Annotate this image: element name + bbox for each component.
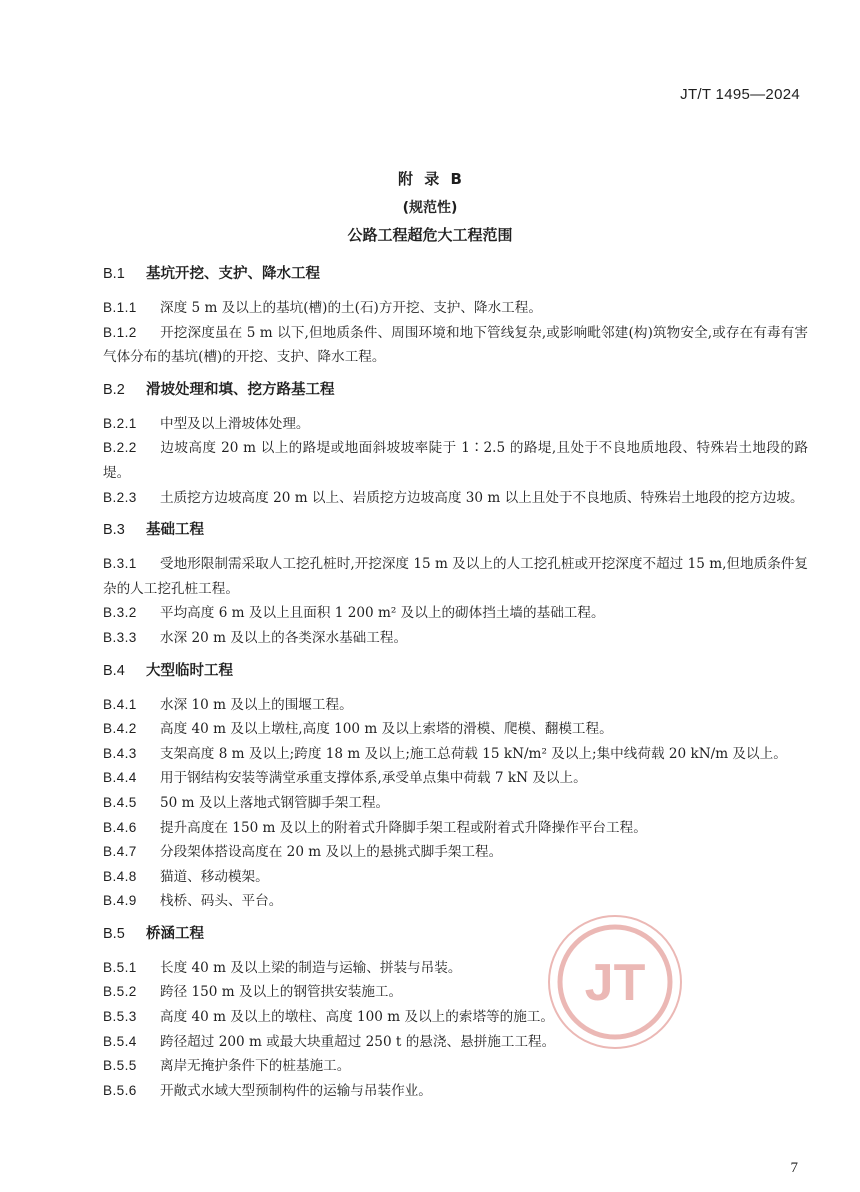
clause-number: B.4.2 xyxy=(103,721,137,737)
clause xyxy=(103,296,808,321)
standard-code: JT/T 1495—2024 xyxy=(680,86,800,103)
clause-text: 长度 40 m 及以上梁的制造与运输、拼装与吊装。 xyxy=(160,959,462,976)
section-b-4 xyxy=(103,659,808,914)
section-number: B.2 xyxy=(103,381,125,398)
clause xyxy=(103,321,808,370)
seal-text: JT xyxy=(584,954,646,1012)
clause xyxy=(103,889,808,914)
clause-text: 中型及以上滑坡体处理。 xyxy=(160,415,310,432)
clause-number: B.1.2 xyxy=(103,324,137,340)
clause-text: 跨径超过 200 m 或最大块重超过 250 t 的悬浇、悬拼施工工程。 xyxy=(160,1033,556,1050)
clause xyxy=(103,601,808,626)
clause-text: 提升高度在 150 m 及以上的附着式升降脚手架工程或附着式升降操作平台工程。 xyxy=(160,819,647,836)
clause-text: 支架高度 8 m 及以上;跨度 18 m 及以上;施工总荷载 15 kN/m² 及以上;集中线荷载 20 kN/m 及以上。 xyxy=(160,745,787,762)
section-title: 滑坡处理和填、挖方路基工程 xyxy=(146,381,335,398)
clause-text: 高度 40 m 及以上的墩柱、高度 100 m 及以上的索塔等的施工。 xyxy=(160,1009,555,1026)
clause-text: 边坡高度 20 m 以上的路堤或地面斜坡坡率陡于 1∶2.5 的路堤,且处于不良地质地段、特殊岩土地段的路堤。 xyxy=(103,440,808,481)
section-heading xyxy=(103,659,808,683)
clause xyxy=(103,816,808,841)
clause xyxy=(103,436,808,485)
clause-number: B.4.7 xyxy=(103,844,137,860)
appendix-name: 公路工程超危大工程范围 xyxy=(347,226,513,244)
clause xyxy=(103,1079,808,1104)
clause-number: B.2.2 xyxy=(103,440,137,456)
clause-number: B.5.1 xyxy=(103,959,137,975)
section-number: B.4 xyxy=(103,662,125,679)
section-b-3 xyxy=(103,518,808,650)
section-number: B.5 xyxy=(103,925,125,942)
clause xyxy=(103,717,808,742)
section-b-2 xyxy=(103,378,808,510)
clause-text: 猫道、移动模架。 xyxy=(160,868,269,885)
section-title: 基础工程 xyxy=(146,522,204,539)
clause xyxy=(103,840,808,865)
clause-number: B.5.3 xyxy=(103,1009,137,1025)
clause-text: 分段架体搭设高度在 20 m 及以上的悬挑式脚手架工程。 xyxy=(160,844,503,861)
clause-text: 跨径 150 m 及以上的钢管拱安装施工。 xyxy=(160,984,403,1001)
appendix-content xyxy=(103,262,808,1103)
clause-number: B.4.4 xyxy=(103,770,137,786)
clause-number: B.5.6 xyxy=(103,1082,137,1098)
section-b-5 xyxy=(103,922,808,1104)
clause xyxy=(103,486,808,511)
clause-text: 土质挖方边坡高度 20 m 以上、岩质挖方边坡高度 30 m 以上且处于不良地质、特殊岩土地段的挖方边坡。 xyxy=(160,489,804,506)
clause-number: B.3.3 xyxy=(103,629,137,645)
section-title: 桥涵工程 xyxy=(146,925,204,942)
section-number: B.3 xyxy=(103,522,125,539)
clause-number: B.1.1 xyxy=(103,300,137,315)
clause-number: B.2.1 xyxy=(103,415,137,431)
clause xyxy=(103,980,808,1005)
page-number: 7 xyxy=(790,1160,798,1176)
clause-number: B.2.3 xyxy=(103,489,137,505)
clause-text: 50 m 及以上落地式钢管脚手架工程。 xyxy=(160,794,390,811)
clause xyxy=(103,865,808,890)
clause-number: B.4.9 xyxy=(103,893,137,909)
clause-number: B.4.5 xyxy=(103,794,137,810)
clause xyxy=(103,626,808,651)
clause xyxy=(103,1005,808,1030)
clause-text: 受地形限制需采取人工挖孔桩时,开挖深度 15 m 及以上的人工挖孔桩或开挖深度不超过 15 m,但地质条件复杂的人工挖孔桩工程。 xyxy=(103,556,808,597)
clause-text: 高度 40 m 及以上墩柱,高度 100 m 及以上索塔的滑模、爬模、翻模工程。 xyxy=(160,721,613,738)
section-number: B.1 xyxy=(103,266,125,282)
clause-number: B.5.5 xyxy=(103,1058,137,1074)
section-title: 基坑开挖、支护、降水工程 xyxy=(146,266,320,282)
clause-number: B.5.4 xyxy=(103,1033,137,1049)
section-heading xyxy=(103,262,808,286)
clause xyxy=(103,766,808,791)
clause-number: B.4.8 xyxy=(103,868,137,884)
clause-number: B.4.1 xyxy=(103,696,137,712)
jt-seal-watermark xyxy=(545,912,685,1052)
clause-number: B.3.2 xyxy=(103,605,137,621)
clause xyxy=(103,412,808,437)
section-heading xyxy=(103,922,808,946)
clause-number: B.5.2 xyxy=(103,984,137,1000)
clause-number: B.4.3 xyxy=(103,745,137,761)
clause-text: 离岸无掩护条件下的桩基施工。 xyxy=(160,1058,351,1075)
clause-text: 开挖深度虽在 5 m 以下,但地质条件、周围环境和地下管线复杂,或影响毗邻建(构)筑物安全,或存在有毒有害气体分布的基坑(槽)的开挖、支护、降水工程。 xyxy=(103,324,808,366)
clause xyxy=(103,552,808,601)
clause-text: 开敞式水域大型预制构件的运输与吊装作业。 xyxy=(160,1082,432,1099)
clause-number: B.3.1 xyxy=(103,556,137,572)
clause xyxy=(103,791,808,816)
clause xyxy=(103,1054,808,1079)
clause-text: 水深 10 m 及以上的围堰工程。 xyxy=(160,696,353,713)
section-heading xyxy=(103,378,808,402)
clause-text: 用于钢结构安装等满堂承重支撑体系,承受单点集中荷载 7 kN 及以上。 xyxy=(160,770,587,787)
section-b-1 xyxy=(103,262,808,370)
clause-text: 平均高度 6 m 及以上且面积 1 200 m² 及以上的砌体挡土墙的基础工程。 xyxy=(160,605,605,622)
clause xyxy=(103,693,808,718)
clause xyxy=(103,956,808,981)
clause-text: 水深 20 m 及以上的各类深水基础工程。 xyxy=(160,629,408,646)
clause-text: 栈桥、码头、平台。 xyxy=(160,893,283,910)
appendix-subtitle: (规范性) xyxy=(402,200,458,216)
appendix-title: 附 录 B xyxy=(398,170,462,188)
section-title: 大型临时工程 xyxy=(146,662,233,679)
clause-number: B.4.6 xyxy=(103,819,137,835)
clause xyxy=(103,742,808,767)
section-heading xyxy=(103,518,808,542)
clause-text: 深度 5 m 及以上的基坑(槽)的土(石)方开挖、支护、降水工程。 xyxy=(160,300,542,316)
clause xyxy=(103,1030,808,1055)
